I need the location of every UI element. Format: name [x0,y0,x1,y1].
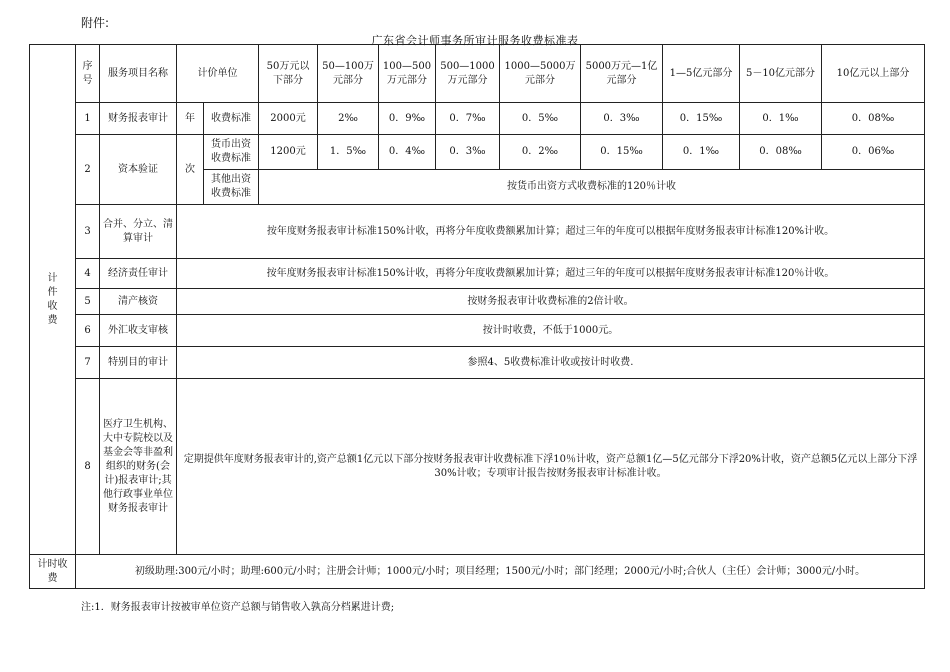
fee-cell: 2000元 [259,103,318,135]
row-text: 参照4、5收费标准计收或按计时收费. [177,347,925,379]
table-row [30,315,925,347]
row-seq: 4 [76,259,100,289]
row-seq: 3 [76,205,100,259]
row-text: 定期提供年度财务报表审计的,资产总额1亿元以下部分按财务报表审计收费标准下浮10％计收，资产总额1亿—5亿元部分下浮20%计收，资产总额5亿元以上部分下浮30%计收；专项审计报告按财务报表审计标准计收。 [177,379,925,555]
header-seq: 序号 [76,45,100,103]
row-name: 外汇收支审核 [100,315,177,347]
header-tier: 50万元以下部分 [259,45,318,103]
fee-cell: 0．4‰ [379,135,436,170]
table-row [30,135,925,170]
row-name: 特别目的审计 [100,347,177,379]
row-sub: 收费标准 [204,103,259,135]
fee-cell: 0．15‰ [581,135,663,170]
row-text: 按年度财务报表审计标准150%计收，再将分年度收费额累加计算；超过三年的年度可以根据年度财务报表审计标准120％计收。 [177,259,925,289]
header-tier: 500—1000万元部分 [436,45,500,103]
fee-cell: 0．08‰ [822,103,925,135]
row-seq: 1 [76,103,100,135]
header-item: 服务项目名称 [100,45,177,103]
row-unit: 次 [177,135,204,205]
fee-cell: 0．9‰ [379,103,436,135]
header-tier: 50—100万元部分 [318,45,379,103]
fee-cell: 0．7‰ [436,103,500,135]
table-row [30,205,925,259]
header-tier: 5－10亿元部分 [740,45,822,103]
header-tier: 1000—5000万元部分 [500,45,581,103]
header-tier: 100—500万元部分 [379,45,436,103]
row-sub: 货币出资收费标准 [204,135,259,170]
fee-cell: 0．3‰ [581,103,663,135]
row-text: 按年度财务报表审计标准150%计收，再将分年度收费额累加计算；超过三年的年度可以根据年度财务报表审计标准120%计收。 [177,205,925,259]
fee-table [29,44,925,589]
row-seq: 6 [76,315,100,347]
footnote: 注:1．财务报表审计按被审单位资产总额与销售收入孰高分档累进计费; [81,602,395,613]
header-row [30,45,925,103]
piece-fee-label: 计件收费 [30,45,76,555]
attachment-label: 附件: [81,16,110,30]
time-fee-row [30,555,925,589]
row-name: 医疗卫生机构、大中专院校以及基金会等非盈利组织的财务(会计)报表审计;其他行政事业单位财务报表审计 [100,379,177,555]
row-name: 经济责任审计 [100,259,177,289]
header-unit: 计价单位 [177,45,259,103]
page-title: 广东省会计师事务所审计服务收费标准表 [371,34,579,47]
header-tier: 5000万元—1亿元部分 [581,45,663,103]
time-fee-label: 计时收费 [30,555,76,589]
row-seq: 8 [76,379,100,555]
fee-cell: 0．15‰ [663,103,740,135]
row-seq: 7 [76,347,100,379]
row-seq: 5 [76,289,100,315]
fee-cell: 2‰ [318,103,379,135]
header-tier: 1—5亿元部分 [663,45,740,103]
row-text: 按计时收费，不低于1000元。 [177,315,925,347]
table-row [30,289,925,315]
fee-cell: 0．1‰ [740,103,822,135]
fee-cell: 0．08‰ [740,135,822,170]
fee-cell: 0．1‰ [663,135,740,170]
table-row [30,103,925,135]
table-row [30,259,925,289]
fee-cell: 0．06‰ [822,135,925,170]
row-name: 资本验证 [100,135,177,205]
time-fee-text: 初级助理:300元/小时；助理:600元/小时；注册会计师；1000元/小时；项目经理；1500元/小时；部门经理；2000元/小时;合伙人（主任）会计师；3000元/小时。 [76,555,925,589]
header-tier: 10亿元以上部分 [822,45,925,103]
fee-cell: 1．5‰ [318,135,379,170]
fee-cell: 0．2‰ [500,135,581,170]
fee-cell: 0．3‰ [436,135,500,170]
row-name: 清产核资 [100,289,177,315]
row-seq: 2 [76,135,100,205]
row-text: 按财务报表审计收费标准的2倍计收。 [177,289,925,315]
row-sub: 其他出资收费标准 [204,170,259,205]
fee-cell: 1200元 [259,135,318,170]
row-name: 合并、分立、清算审计 [100,205,177,259]
row-name: 财务报表审计 [100,103,177,135]
fee-cell: 0．5‰ [500,103,581,135]
table-row [30,347,925,379]
row-unit: 年 [177,103,204,135]
table-row [30,379,925,555]
row-text: 按货币出资方式收费标准的120％计收 [259,170,925,205]
